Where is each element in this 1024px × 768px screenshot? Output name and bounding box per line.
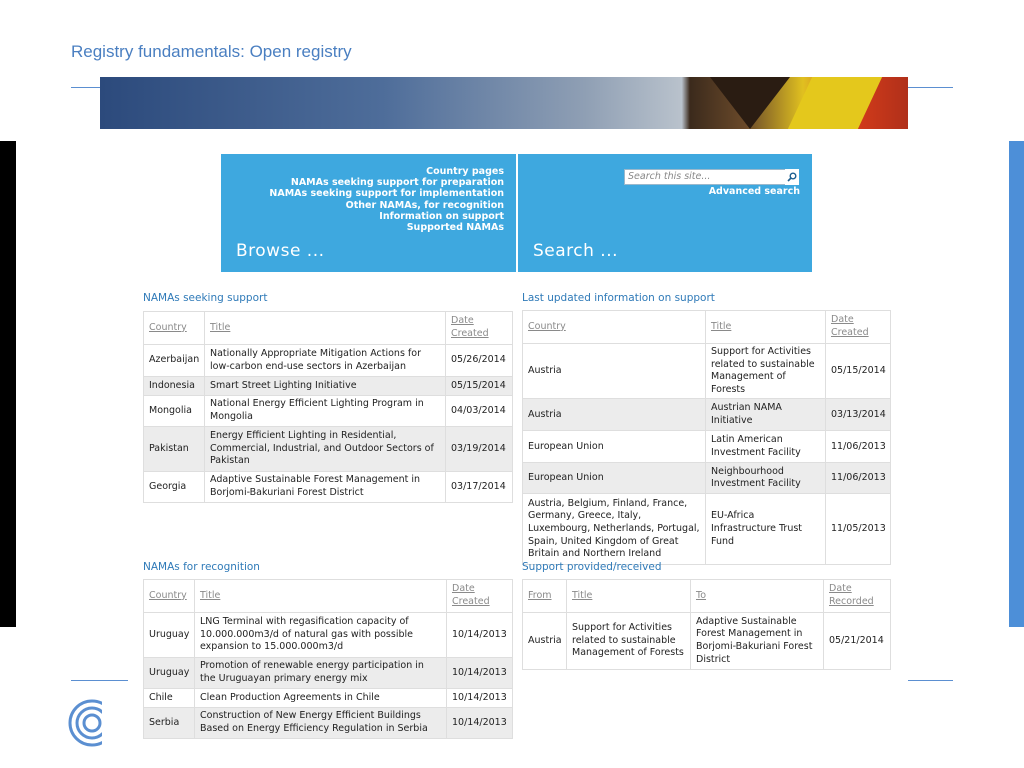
footer-divider-left [71,680,128,681]
col-header-title[interactable]: Title [567,580,691,613]
seeking-support-title[interactable]: NAMAs seeking support [143,292,268,304]
browse-link-supported[interactable]: Supported NAMAs [406,222,504,234]
header-banner-image [100,77,908,129]
provided-title[interactable]: Support provided/received [522,561,662,573]
last-updated-title[interactable]: Last updated information on support [522,292,715,304]
table-cell-title[interactable]: Austrian NAMA Initiative [706,399,826,431]
table-cell-country: European Union [523,463,706,494]
title-divider-left [71,87,100,88]
provided-table [522,579,891,670]
table-cell-country: Austria [523,399,706,431]
table-cell-date: 05/15/2014 [826,344,891,399]
table-cell-date: 03/19/2014 [446,427,513,472]
table-cell-date: 11/06/2013 [826,431,891,463]
table-cell-title[interactable]: EU-Africa Infrastructure Trust Fund [706,494,826,565]
table-cell-date: 10/14/2013 [447,689,513,708]
table-cell-date: 03/13/2014 [826,399,891,431]
table-cell-country: Chile [144,689,195,708]
left-edge-bar [0,141,16,627]
advanced-search-link[interactable]: Advanced search [708,186,800,197]
last-updated-table [522,310,891,565]
table-cell-country: Austria [523,344,706,399]
slide-title: Registry fundamentals: Open registry [71,42,352,61]
table-cell-country: Serbia [144,708,195,739]
search-input[interactable]: Search this site... [624,169,787,185]
table-cell-title[interactable]: LNG Terminal with regasification capacity of 10.000.000m3/d of natural gas with possible expansion to 15.000.000m3/d [195,613,447,658]
table-cell-country: Georgia [144,472,205,503]
browse-panel [221,154,516,272]
col-header-from[interactable]: From [523,580,567,613]
un-logo [68,698,102,748]
table-cell-title[interactable]: Nationally Appropriate Mitigation Actions for low-carbon end-use sectors in Azerbaijan [205,345,446,377]
table-cell-title[interactable]: Neighbourhood Investment Facility [706,463,826,494]
browse-heading: Browse ... [236,241,325,261]
col-header-title[interactable]: Title [706,311,826,344]
col-header-date[interactable]: Date Created [826,311,891,344]
table-cell-title[interactable]: Clean Production Agreements in Chile [195,689,447,708]
table-cell-title[interactable]: Support for Activities related to sustainable Management of Forests [567,613,691,670]
search-panel [518,154,812,272]
table-cell-country: Mongolia [144,396,205,427]
table-cell-country: Austria, Belgium, Finland, France, Germany, Greece, Italy, Luxembourg, Netherlands, Portugal, Spain, United Kingdom of Great Britain and Northern Ireland [523,494,706,565]
col-header-title[interactable]: Title [195,580,447,613]
col-header-country[interactable]: Country [144,312,205,345]
col-header-date[interactable]: Date Recorded [824,580,891,613]
table-cell-date: 05/21/2014 [824,613,891,670]
title-divider-right [908,87,953,88]
table-cell-country: Indonesia [144,377,205,396]
table-cell-date: 04/03/2014 [446,396,513,427]
table-cell-to[interactable]: Adaptive Sustainable Forest Management in Borjomi-Bakuriani Forest District [691,613,824,670]
browse-link-information-support[interactable]: Information on support [379,210,504,222]
table-cell-date: 10/14/2013 [447,708,513,739]
table-cell-date: 10/14/2013 [447,658,513,689]
footer-divider-right [908,680,953,681]
table-cell-date: 05/15/2014 [446,377,513,396]
col-header-date[interactable]: Date Created [447,580,513,613]
table-cell-title[interactable]: National Energy Efficient Lighting Program in Mongolia [205,396,446,427]
browse-link-country-pages[interactable]: Country pages [426,166,504,177]
table-cell-date: 10/14/2013 [447,613,513,658]
table-cell-country: European Union [523,431,706,463]
recognition-title[interactable]: NAMAs for recognition [143,561,260,573]
right-edge-bar [1009,141,1024,627]
search-icon [787,172,797,182]
table-cell-date: 05/26/2014 [446,345,513,377]
table-cell-from: Austria [523,613,567,670]
browse-link-implementation[interactable]: NAMAs seeking support for implementation [269,188,504,200]
table-cell-date: 11/05/2013 [826,494,891,565]
table-cell-date: 03/17/2014 [446,472,513,503]
table-cell-title[interactable]: Construction of New Energy Efficient Buildings Based on Energy Efficiency Regulation in Serbia [195,708,447,739]
recognition-table [143,579,513,739]
table-cell-country: Uruguay [144,613,195,658]
search-heading: Search ... [533,241,619,261]
browse-link-recognition[interactable]: Other NAMAs, for recognition [345,199,504,211]
col-header-date[interactable]: Date Created [446,312,513,345]
col-header-to[interactable]: To [691,580,824,613]
search-button[interactable] [785,169,799,185]
table-cell-title[interactable]: Energy Efficient Lighting in Residential, Commercial, Industrial, and Outdoor Sectors of Pakistan [205,427,446,472]
table-cell-title[interactable]: Promotion of renewable energy participation in the Uruguayan primary energy mix [195,658,447,689]
table-cell-date: 11/06/2013 [826,463,891,494]
seeking-support-table [143,311,513,503]
col-header-country[interactable]: Country [144,580,195,613]
browse-links [269,166,504,233]
table-cell-country: Uruguay [144,658,195,689]
table-cell-title[interactable]: Adaptive Sustainable Forest Management in Borjomi-Bakuriani Forest District [205,472,446,503]
table-cell-title[interactable]: Support for Activities related to sustainable Management of Forests [706,344,826,399]
table-cell-country: Pakistan [144,427,205,472]
table-cell-title[interactable]: Latin American Investment Facility [706,431,826,463]
col-header-title[interactable]: Title [205,312,446,345]
browse-link-preparation[interactable]: NAMAs seeking support for preparation [290,177,504,189]
table-cell-country: Azerbaijan [144,345,205,377]
table-cell-title[interactable]: Smart Street Lighting Initiative [205,377,446,396]
col-header-country[interactable]: Country [523,311,706,344]
